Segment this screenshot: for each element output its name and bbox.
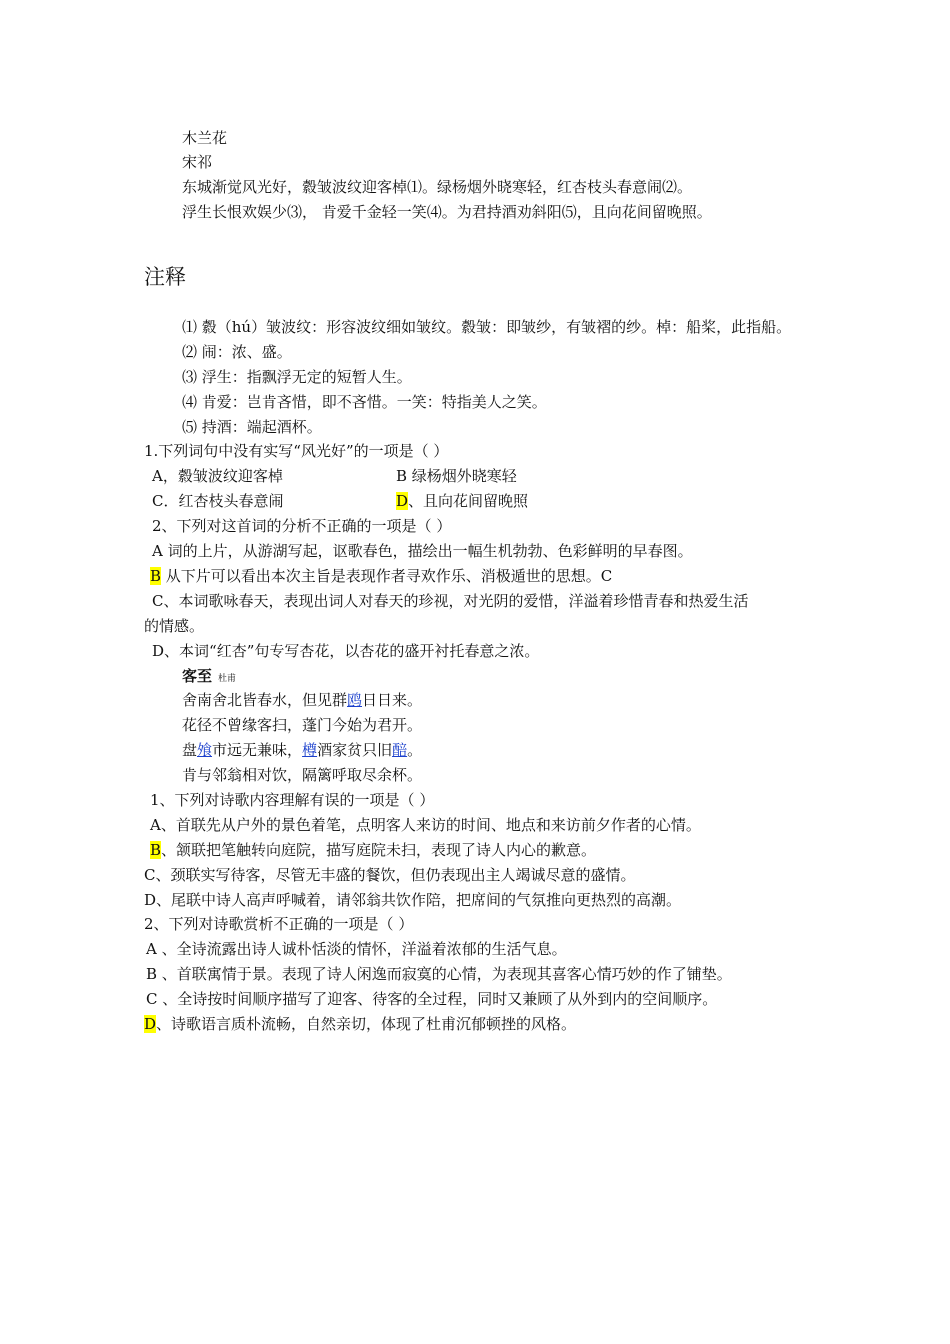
poem1-author: 宋祁 (182, 153, 213, 171)
poem1-line2: 浮生长恨欢娱少⑶， 肯爱千金轻一笑⑷。为君持酒劝斜阳⑸，且向花间留晚照。 (182, 203, 712, 221)
q1-2-option-a: A 词的上片，从游湖写起，讴歌春色，描绘出一幅生机勃勃、色彩鲜明的早春图。 (152, 542, 693, 560)
answer-highlight: D (396, 492, 409, 510)
answer-highlight: B (150, 567, 162, 585)
q2-1-option-b: B、颔联把笔触转向庭院，描写庭院未扫，表现了诗人内心的歉意。 (150, 841, 597, 859)
q1-1-stem: 1.下列词句中没有实写“风光好”的一项是（ ） (144, 442, 449, 460)
q1-1-row-cd (152, 491, 752, 511)
poem2-line4: 肯与邻翁相对饮，隔篱呼取尽余杯。 (182, 766, 423, 784)
q1-2-option-c-line2: 的情感。 (144, 617, 205, 635)
note-item-4: ⑷ 肯爱：岂肯吝惜，即不吝惜。一笑：特指美人之笑。 (182, 393, 547, 411)
q1-1-option-b: B 绿杨烟外晓寒轻 (396, 467, 517, 485)
poem2-line2: 花径不曾缘客扫，蓬门今始为君开。 (182, 716, 423, 734)
poem2-line3: 盘飧市远无兼味，樽酒家贫只旧醅。 (182, 741, 423, 759)
q2-2-option-d: D、诗歌语言质朴流畅，自然亲切，体现了杜甫沉郁顿挫的风格。 (144, 1015, 577, 1033)
word-link[interactable]: 醅 (392, 741, 408, 759)
q2-1-option-c: C、颈联实写待客，尽管无丰盛的餐饮，但仍表现出主人竭诚尽意的盛情。 (144, 866, 636, 884)
q2-1-option-d: D、尾联中诗人高声呼喊着，请邻翁共饮作陪，把席间的气氛推向更热烈的高潮。 (144, 891, 682, 909)
note-item-2: ⑵ 闹：浓、盛。 (182, 343, 292, 361)
q2-2-option-b: B 、首联寓情于景。表现了诗人闲逸而寂寞的心情，为表现其喜客心情巧妙的作了铺垫。 (146, 965, 732, 983)
poem2-title-row (182, 666, 236, 689)
q1-1-option-a: A，縠皱波纹迎客棹 (152, 467, 283, 485)
word-link[interactable]: 飧 (197, 741, 213, 759)
poem2-author: 杜甫 (218, 674, 237, 684)
notes-heading: 注释 (144, 265, 186, 289)
q1-1-option-d: D、且向花间留晚照 (396, 492, 529, 510)
poem1-title: 木兰花 (182, 129, 228, 147)
q1-1-option-c: C．红杏枝头春意闹 (152, 492, 284, 510)
q2-2-stem: 2、下列对诗歌赏析不正确的一项是（ ） (144, 915, 414, 933)
answer-highlight: B (150, 841, 162, 859)
poem2-line1: 舍南舍北皆春水，但见群鸥日日来。 (182, 691, 423, 709)
poem2-title: 客至 (182, 667, 213, 685)
answer-highlight: D (144, 1015, 157, 1033)
word-link[interactable]: 鸥 (347, 691, 363, 709)
word-link[interactable]: 樽 (302, 741, 318, 759)
q2-1-option-a: A、首联先从户外的景色着笔，点明客人来访的时间、地点和来访前夕作者的心情。 (150, 816, 701, 834)
q2-2-option-c: C 、全诗按时间顺序描写了迎客、待客的全过程，同时又兼顾了从外到内的空间顺序。 (146, 990, 718, 1008)
note-item-3: ⑶ 浮生：指飘浮无定的短暂人生。 (182, 368, 412, 386)
q1-1-row-ab (152, 466, 752, 486)
q1-2-option-d: D、本词“红杏”句专写杏花，以杏花的盛开衬托春意之浓。 (152, 642, 540, 660)
poem1-line1: 东城渐觉风光好，縠皱波纹迎客棹⑴。绿杨烟外晓寒轻，红杏枝头春意闹⑵。 (182, 178, 693, 196)
q1-2-option-b: B 从下片可以看出本次主旨是表现作者寻欢作乐、消极遁世的思想。C (150, 567, 613, 585)
q2-1-stem: 1、下列对诗歌内容理解有误的一项是（ ） (150, 791, 435, 809)
q2-2-option-a: A 、全诗流露出诗人诚朴恬淡的情怀，洋溢着浓郁的生活气息。 (146, 940, 567, 958)
note-item-1: ⑴ 縠（hú）皱波纹：形容波纹细如皱纹。縠皱：即皱纱，有皱褶的纱。棹：船桨，此指船。 (182, 318, 792, 336)
q1-2-option-c-line1: C、本词歌咏春天，表现出词人对春天的珍视，对光阴的爱惜，洋溢着珍惜青春和热爱生活 (152, 592, 749, 610)
q1-2-stem: 2、下列对这首词的分析不正确的一项是（ ） (152, 517, 452, 535)
note-item-5: ⑸ 持酒：端起酒杯。 (182, 418, 322, 436)
